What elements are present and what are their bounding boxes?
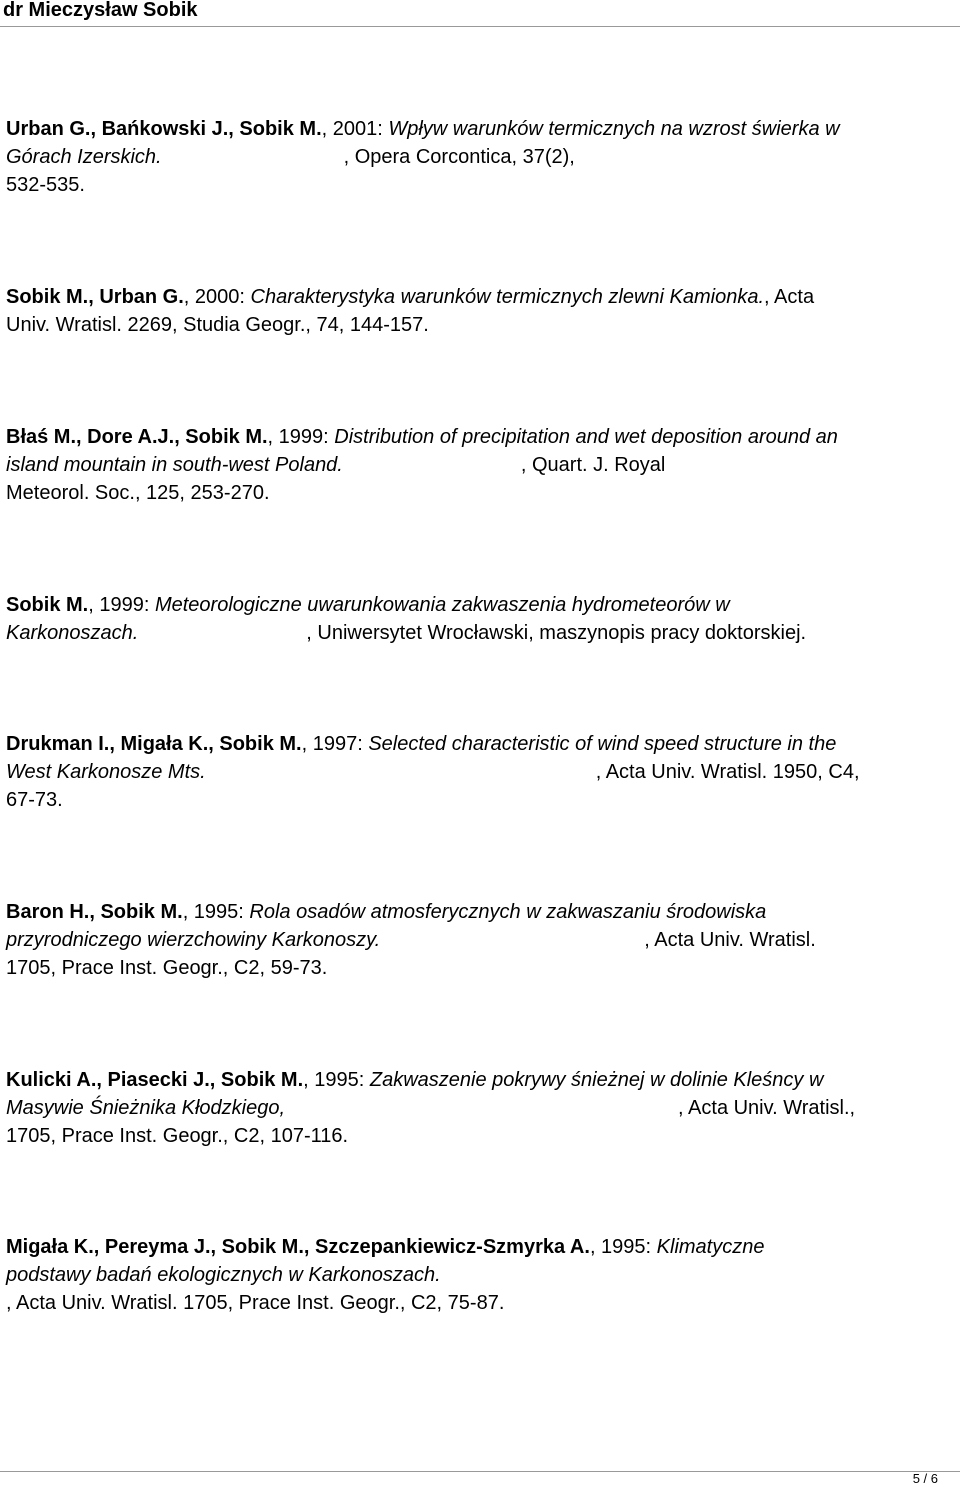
entry-authors: Błaś M., Dore A.J., Sobik M. xyxy=(6,426,268,448)
bibliography-entry xyxy=(6,115,840,199)
entry-title-cont: Górach Izerskich. xyxy=(6,146,162,168)
entry-year: , 1995: xyxy=(182,901,250,923)
entry-year: , 1995: xyxy=(303,1069,370,1091)
bibliography-entry xyxy=(6,283,814,339)
entry-title-cont: przyrodniczego wierzchowiny Karkonoszy. xyxy=(6,929,381,951)
entry-title-cont: island mountain in south-west Poland. xyxy=(6,454,343,476)
entry-title: Meteorologiczne uwarunkowania zakwaszenia hydrometeorów w xyxy=(154,594,730,616)
entry-source-cont: 1705, Prace Inst. Geogr., C2, 59-73. xyxy=(6,957,328,979)
entry-year: , 1995: xyxy=(589,1236,657,1258)
entry-authors: Kulicki A., Piasecki J., Sobik M. xyxy=(6,1069,304,1091)
bibliography-entry xyxy=(6,591,806,647)
entry-title-cont: Karkonoszach. xyxy=(6,622,139,644)
entry-title-cont: West Karkonosze Mts. xyxy=(6,761,206,783)
entry-title: Selected characteristic of wind speed structure in the xyxy=(368,733,837,755)
entry-title-cont: Masywie Śnieżnika Kłodzkiego, xyxy=(6,1097,286,1119)
entry-source-cont: Meteorol. Soc., 125, 253-270. xyxy=(6,482,270,504)
entry-source-cont: 532-535. xyxy=(6,174,85,196)
entry-source: , Opera Corcontica, 37(2), xyxy=(343,146,575,168)
entry-source: , Uniwersytet Wrocławski, maszynopis pracy doktorskiej. xyxy=(306,622,807,644)
entry-title: Zakwaszenie pokrywy śnieżnej w dolinie Kleśncy w xyxy=(369,1069,824,1091)
entry-year: , 2001: xyxy=(321,118,389,140)
entry-title: Charakterystyka warunków termicznych zlewni Kamionka. xyxy=(250,286,765,308)
bibliography-entry xyxy=(6,898,816,982)
entry-source: , Acta Univ. Wratisl. 1950, C4, xyxy=(595,761,860,783)
entry-authors: Drukman I., Migała K., Sobik M. xyxy=(6,733,302,755)
entry-year: , 1997: xyxy=(301,733,369,755)
bibliography-entry xyxy=(6,730,860,814)
entry-title: Rola osadów atmosferycznych w zakwaszaniu środowiska xyxy=(249,901,767,923)
entry-year: , 1999: xyxy=(267,426,335,448)
bibliography-entry xyxy=(6,1233,764,1317)
entry-source: , Acta Univ. Wratisl. xyxy=(644,929,816,951)
entry-source-cont: , Acta Univ. Wratisl. 1705, Prace Inst. Geogr., C2, 75-87. xyxy=(6,1292,505,1314)
entry-source-cont: Univ. Wratisl. 2269, Studia Geogr., 74, 144-157. xyxy=(6,314,429,336)
entry-authors: Sobik M. xyxy=(6,594,89,616)
entry-authors: Urban G., Bańkowski J., Sobik M. xyxy=(6,118,322,140)
entry-title-cont: podstawy badań ekologicznych w Karkonoszach. xyxy=(6,1264,441,1286)
entry-title: Wpływ warunków termicznych na wzrost świerka w xyxy=(388,118,840,140)
entry-authors: Sobik M., Urban G. xyxy=(6,286,184,308)
entry-source-cont: 1705, Prace Inst. Geogr., C2, 107-116. xyxy=(6,1125,349,1147)
entry-source: , Quart. J. Royal xyxy=(520,454,666,476)
entry-year: , 1999: xyxy=(88,594,155,616)
header-divider xyxy=(0,26,960,27)
entry-title: Klimatyczne xyxy=(656,1236,765,1258)
page-number: 5 / 6 xyxy=(912,1471,938,1486)
entry-year: , 2000: xyxy=(183,286,251,308)
entry-title: Distribution of precipitation and wet deposition around an xyxy=(334,426,838,448)
header-title: dr Mieczysław Sobik xyxy=(3,0,198,21)
page-header xyxy=(0,0,960,28)
bibliography-entry xyxy=(6,1066,855,1150)
entry-authors: Baron H., Sobik M. xyxy=(6,901,183,923)
bibliography-entry xyxy=(6,423,838,507)
entry-source: , Acta xyxy=(764,286,815,308)
entry-source: , Acta Univ. Wratisl., xyxy=(678,1097,856,1119)
entry-source-cont: 67-73. xyxy=(6,789,63,811)
entry-authors: Migała K., Pereyma J., Sobik M., Szczepankiewicz-Szmyrka A. xyxy=(6,1236,590,1258)
footer-divider xyxy=(0,1471,960,1472)
